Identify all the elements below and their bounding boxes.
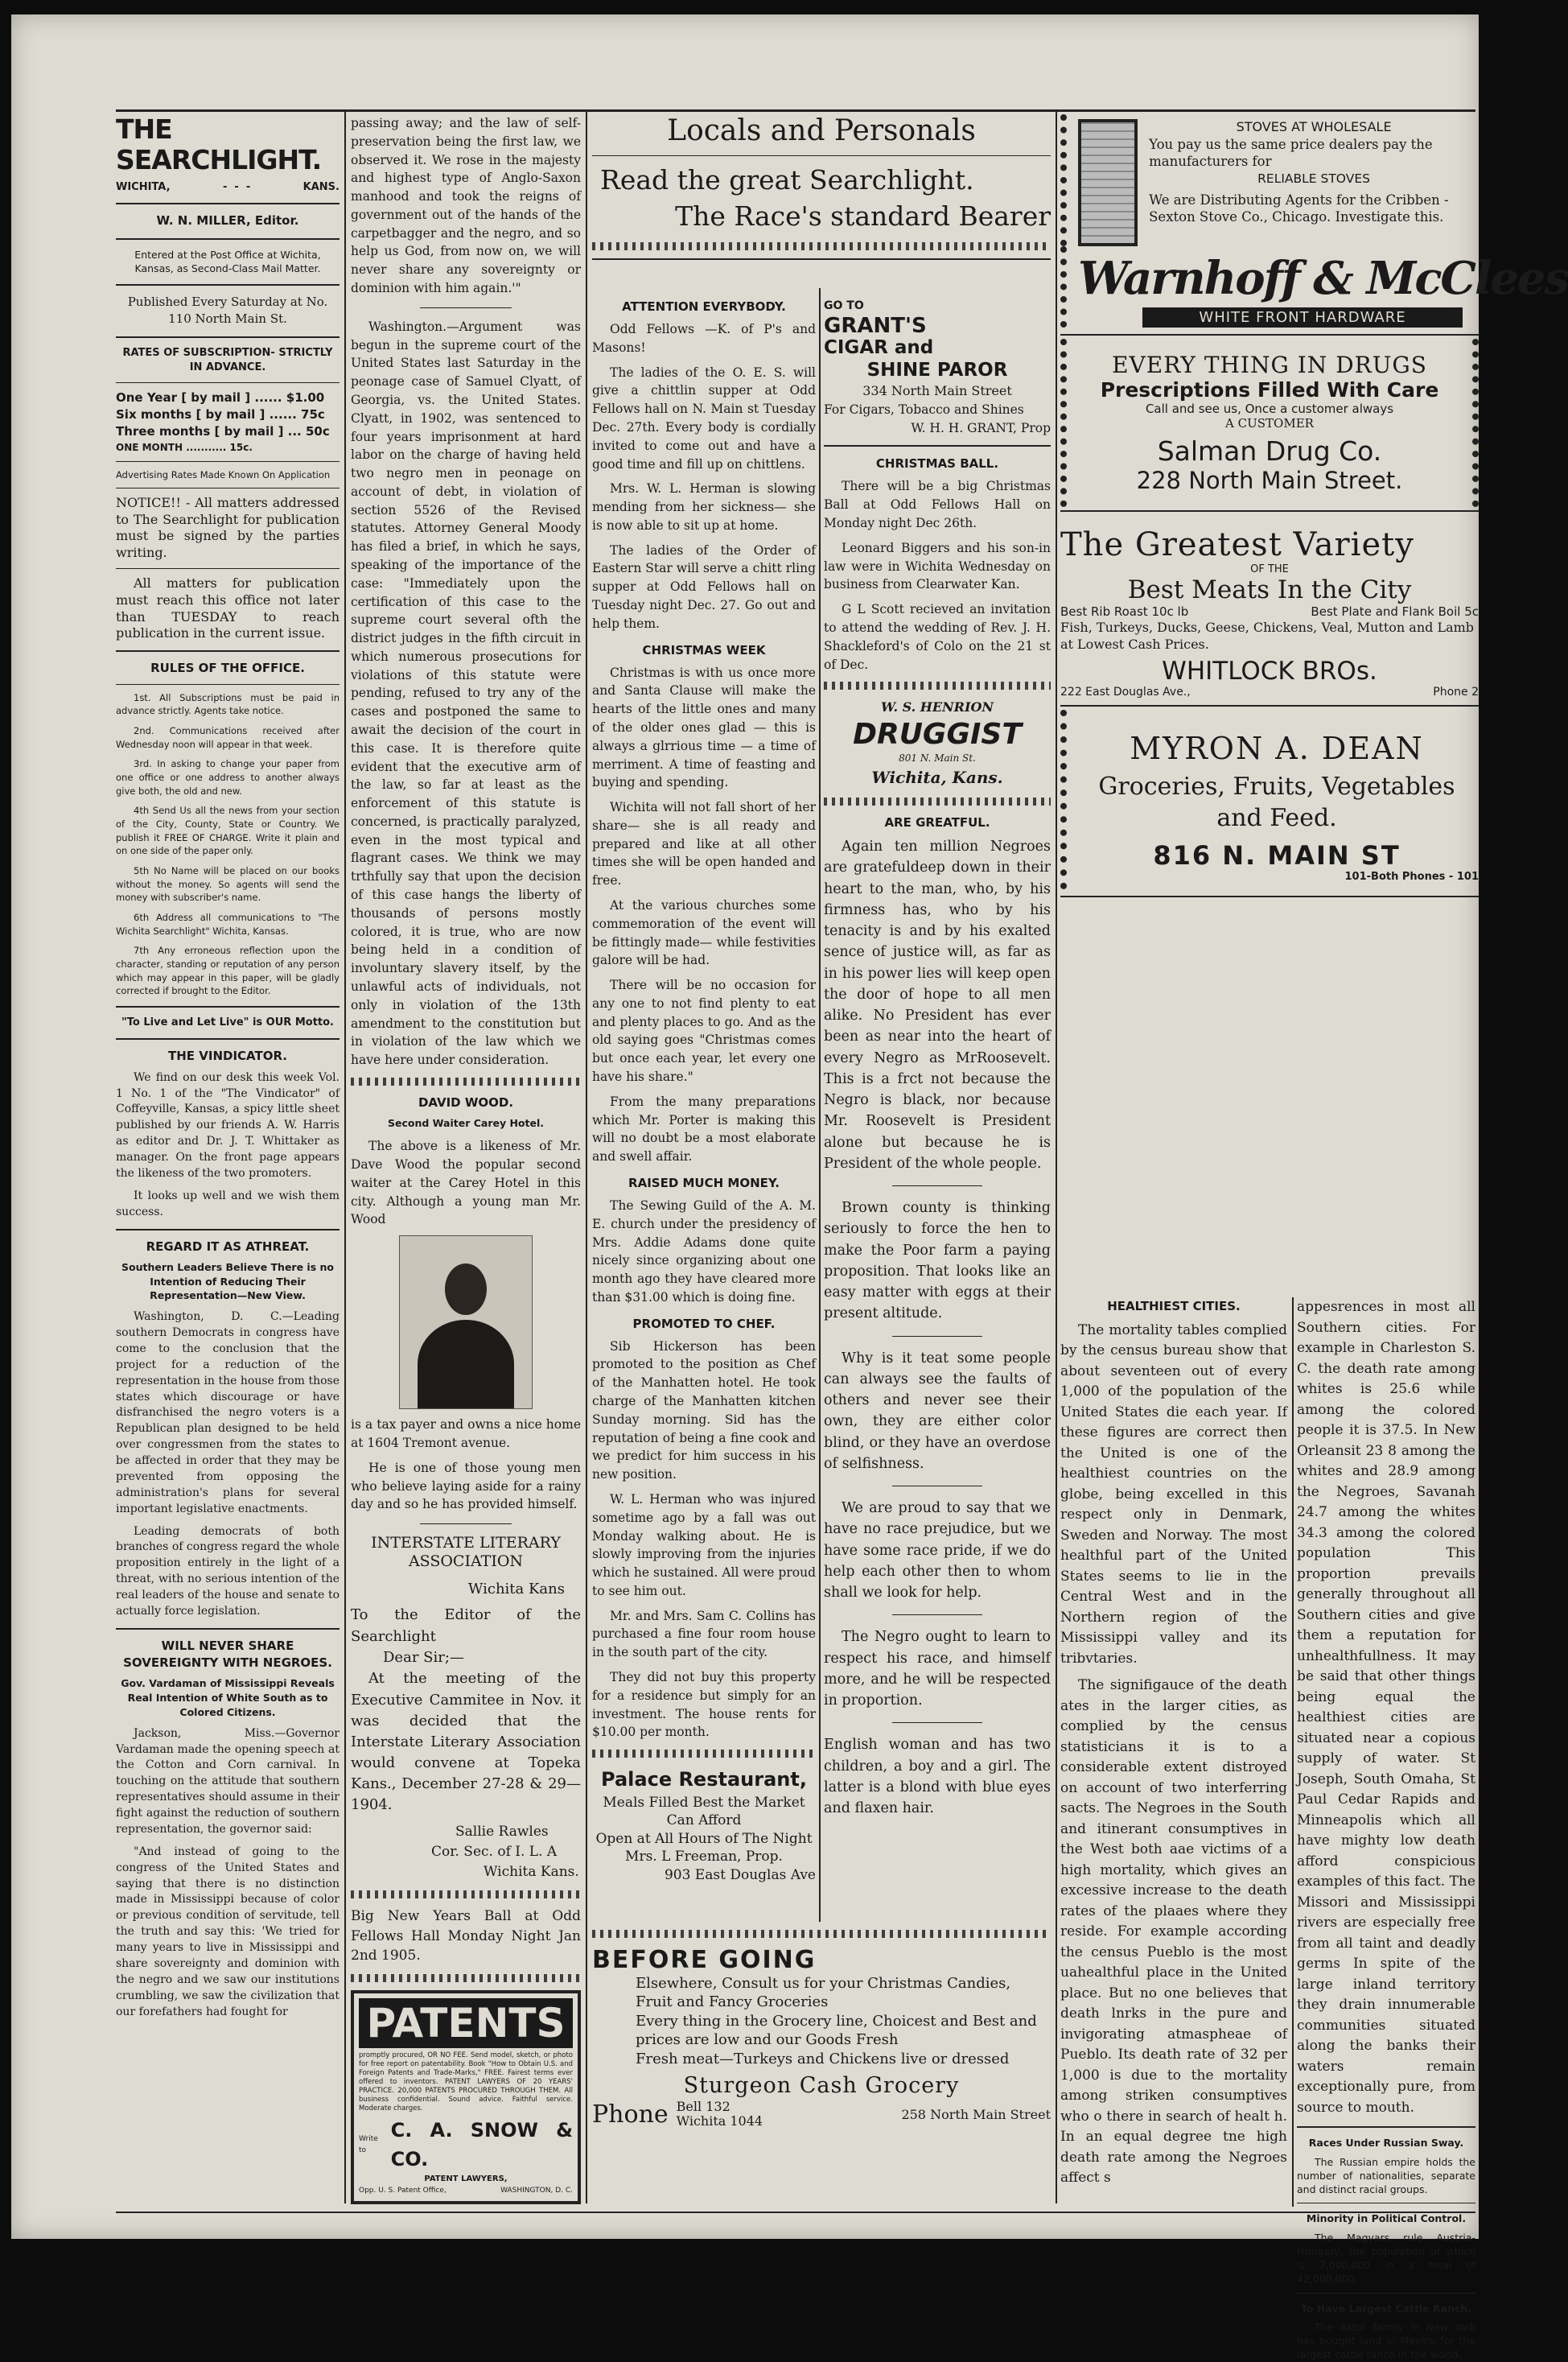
notice: NOTICE!! - All matters addressed to The Searchlight for publication must be signed by the parties writing. [116,494,340,561]
rule [892,1614,983,1615]
before-going-line: Every thing in the Grocery line, Choicest and Best and prices are low and our Goods Fresh [636,2012,1037,2049]
advertising-note: Advertising Rates Made Known On Application [116,468,331,480]
sturgeon-address: 258 North Main Street [901,2106,1051,2122]
matters: All matters for publication must reach this office not later than TUESDAY to reach publication in the current issue. [116,575,340,641]
before-going-line: Fresh meat—Turkeys and Chickens live or dressed [636,2050,1010,2067]
rate-line: Six months [ by mail ] ...... 75c [116,406,325,422]
christmas-ball-title: CHRISTMAS BALL. [875,456,999,472]
grant-name: GRANT'S [824,313,927,338]
whitlock-name: WHITLOCK BROs. [1162,656,1377,686]
dotted-rule [824,682,1051,690]
rule [892,1336,983,1337]
masthead-dots: - - - [222,180,251,193]
dean-line: and Feed. [1216,803,1337,832]
sovereignty-title: WILL NEVER SHARE SOVEREIGNTY WITH NEGROES. [123,1638,332,1671]
dean-name: MYRON A. DEAN [1130,730,1424,766]
rule-item: 1st. All Subscriptions must be paid in advance strictly. Agents take notice. [116,691,340,717]
ila-body: At the meeting of the Executive Cammitee in Nov. it was decided that the Interstate Literary Association would convene at Topeka Kans., December 27-28 & 29—1904. [351,1670,581,1814]
greatful-title: ARE GREATFUL. [884,815,990,831]
attention-para: Odd Fellows —K. of P's and Masons! [592,322,816,355]
column-1 [116,114,340,2026]
ila-sign: Wichita Kans. [484,1864,579,1881]
portrait-head [445,1263,487,1315]
sovereignty-para: "And instead of going to the congress of the United States and saying that there is no distinction made in Mississippi because of color or previous condition of servitude, tell the truth and say this: 'We tried for many years to live in Mississippi and share sovereignty and dominion with the negro and we saw our institutions crumbling, we saw the civilization that our forefathers had fought for [116,1845,340,2018]
drugs-line: EVERY THING IN DRUGS [1112,351,1427,378]
salman-address: 228 North Main Street. [1136,466,1403,494]
dotted-rule [592,242,1051,250]
salman-drug-ad [1060,339,1479,507]
patents-title: PATENTS [359,1998,573,2048]
cattle-para: The Astor family in New York has bought land in Mexico for the largest cattle ranch in the world. [1297,2321,1475,2361]
newspaper-page [11,14,1568,2361]
attention-para: The ladies of the O. E. S. will give a chittlin supper at Odd Fellows hall on N. Main st Tuesday Dec. 27th. Every body is cordially invited to come out and have a good time and fill up on chittlens. [592,365,816,472]
rule-item: 3rd. In asking to change your paper from one office or one address to another always give both, the old and new. [116,758,340,797]
patents-ad [351,1990,581,2204]
healthiest-continued: appesrences in most all Southern cities. For example in Charleston S. C. the death rate among whites is 25.6 while among the colored people it is 37.5. In New Orleansit 23 8 among the whites and 28.9 among the Negroes, Savanah 24.7 among the whites 34.3 among the colored population This proportion prevails generally throughout all Southern cities and give them a reputation for unhealthfullness. It may be said that other things being equal the healthiest cities are situated near a copious supply of water. St Joseph, South Omaha, St Paul Cedar Rapids and Minneapolis which all have mighty low death afford conspicious examples of this fact. The Missori and Mississippi rivers are especially free from all taint and deadly germs In spite of the large inland territory they drain innumerable communities situated along the banks their waters remain exceptionally pure, from source to mouth. [1297,1299,1475,2116]
meats-price: Best Rib Roast 10c lb [1060,604,1189,619]
christmas-para: Wichita will not fall short of her share— she is all ready and prepared and like at all other times she will be open handed and free. [592,800,816,888]
patents-firm: C. A. SNOW & CO. [390,2119,573,2170]
sturgeon-phone-label: Phone [592,2100,669,2129]
chef-title: PROMOTED TO CHEF. [632,1316,776,1331]
rule [116,461,340,462]
healthiest-para: The mortality tables complied by the census bureau show that about seventeen out of every 1,000 of the population of the United States die each year. If these figures are correct then the United is one of the healthiest countries on the globe, being excelled in this respect only in Denmark, Sweden and Norway. The most healthful part of the United States seems to lie in the Central West and in the Northern region of the Mississippi valley and its tribvtaries. [1060,1321,1287,1667]
portrait-figure [418,1320,514,1408]
meats-line: Best Meats In the City [1127,575,1412,604]
warnhoff-ad [1060,246,1568,328]
dean-ad [1060,710,1479,889]
threat-para: Leading democrats of both branches of congress regard the whole proposition entirely in the light of a threat, with no serious intention of the real leaders of the house and senate to actually force legislation. [116,1524,340,1618]
meats-price: Best Plate and Flank Boil 5c [1311,604,1479,619]
before-going-title: BEFORE GOING [592,1946,817,1974]
rule [116,1229,340,1230]
masthead-title: THE SEARCHLIGHT. [116,113,322,175]
sovereignty-para: Jackson, Miss.—Governor Vardaman made the opening speech at the Cotton and Corn carnival. In touching on the attitude that southern representatives should assume in their fight against the reduction of southern representation, the governor said: [116,1726,340,1836]
column-6 [1060,1297,1287,2207]
wood-title: DAVID WOOD. [418,1094,514,1110]
meats-line: Fish, Turkeys, Ducks, Geese, Chickens, Veal, Mutton and Lamb at Lowest Cash Prices. [1060,619,1475,653]
david-wood-portrait [399,1235,533,1409]
palace-title: Palace Restaurant, [601,1768,807,1791]
new-years-ball: Big New Years Ball at Odd Fellows Hall Monday Night Jan 2nd 1905. [351,1908,581,1964]
masthead-state: KANS. [302,180,340,193]
before-going-ad [592,1930,1051,2163]
meats-line: The Greatest Variety [1060,526,1414,563]
sovereignty-subtitle: Gov. Vardaman of Mississippi Reveals Real Intention of White South as to Colored Citizens. [121,1677,335,1718]
wood-subtitle: Second Waiter Carey Hotel. [388,1116,544,1129]
rule [420,1523,512,1524]
column-divider [1056,111,1057,2203]
sturgeon-wichita: Wichita 1044 [676,2113,763,2129]
masthead-editor: W. N. MILLER, Editor. [156,213,299,229]
rule [116,568,340,569]
motto: "To Live and Let Live" is OUR Motto. [121,1016,334,1028]
sovereignty-continued: passing away; and the law of self-preservation being the first law, we observed it. We rose in the majesty and highest type of Anglo-Saxon manhood and took the reigns of government out of the hands of the carpetbagger and the negro, and so help us God, from now on, we will never share any sovereignty or dominion with him again.'" [351,116,581,296]
proud-para: We are proud to say that we have no race prejudice, but we have some race pride, if we do help each other then to whom shall we look for help. [824,1500,1051,1601]
rule [1297,2126,1475,2128]
drugs-line: Call and see us, Once a customer always [1145,401,1394,416]
rule [116,382,340,383]
dotted-rule [824,798,1051,806]
palace-line: Meals Filled Best the Market Can Afford [603,1795,805,1829]
stoves-line: RELIABLE STOVES [1257,171,1370,186]
grant-address: 334 North Main Street [862,383,1012,399]
masthead-city: WICHITA, [116,180,171,193]
patents-opp: Opp. U. S. Patent Office, [359,2186,447,2195]
rule [892,1722,983,1723]
healthiest-title: HEALTHIEST CITIES. [1107,1299,1241,1313]
christmas-para: There will be no occasion for any one to not find plenty to eat and plenty places to go. And as the old saying goes "Christmas comes but once each year, let every one have his share." [592,978,816,1084]
collins-para: They did not buy this property for a residence but simply for an investment. The house rents for $10.00 per month. [592,1669,816,1740]
rule [116,1038,340,1040]
rule [1297,2293,1475,2294]
salman-name: Salman Drug Co. [1157,435,1382,467]
column-divider [1292,1297,1294,2207]
henrion-address: 801 N. Main St. [899,752,976,764]
locals-tagline-1: Read the great Searchlight. [600,164,974,196]
column-2 [351,114,581,2204]
ila-to: To the Editor of the Searchlight [351,1606,581,1645]
rule-item: 4th Send Us all the news from your section of the City, County, State or Country. We publish it FREE OF CHARGE. Write it plain and on one side of the paper only. [116,805,340,857]
wood-para: is a tax payer and owns a nice home at 1604 Tremont avenue. [351,1417,581,1450]
column-divider [344,111,346,2203]
stoves-line: You pay us the same price dealers pay the manufacturers for [1149,136,1433,170]
palace-line: Open at All Hours of The Night [595,1830,813,1847]
rules-title: RULES OF THE OFFICE. [150,661,305,676]
dean-line: Groceries, Fruits, Vegetables [1098,772,1455,801]
attention-title: ATTENTION EVERYBODY. [622,299,786,314]
henrion-name: W. S. HENRION [880,699,994,715]
rate-line: Three months [ by mail ] ... 50c [116,424,330,439]
grant-line: CIGAR and [824,337,934,359]
chef-para: Sib Hickerson has been promoted to the position as Chef of the Manhatten hotel. He took charge of the Manhatten kitchen Sunday morning. Sid has the reputation of being a fine cook and we predict for him success in his new position. [592,1338,816,1482]
grant-line: SHINE PAROR [866,359,1008,381]
stoves-text [1149,119,1479,226]
locals-header [592,113,1051,268]
patents-city: WASHINGTON, D. C. [500,2186,573,2195]
rules-list [116,691,340,998]
eastern-star-para: The ladies of the Order of Eastern Star will serve a chitt rling supper at Odd Fellows hall on Tuesday night Dec. 27. Go out and help them. [592,542,816,631]
rule [1060,705,1479,707]
sturgeon-bell: Bell 132 [676,2098,730,2114]
palace-line: Mrs. L Freeman, Prop. [625,1848,783,1865]
stoves-ad [1060,114,1479,246]
ads-column [1060,114,1568,897]
scott-para: G L Scott recieved an invitation to attend the wedding of Rev. J. H. Shackleford's of Colo on the 21 st of Dec. [824,602,1051,672]
christmas-para: From the many preparations which Mr. Porter is making this will no doubt be a most elaborate and swell affair. [592,1094,816,1165]
palace-line: 903 East Douglas Ave [664,1866,816,1883]
russian-title: Races Under Russian Sway. [1308,2137,1464,2149]
english-para: English woman and has two children, a boy and a girl. The latter is a blond with blue eyes and flaxen hair. [824,1737,1051,1817]
dotted-rule [351,1890,581,1898]
money-para: The Sewing Guild of the A. M. E. church under the presidency of Mrs. Addie Adams done quite nicely since organizing about one month ago they have cleared more than $31.00 which is doing fine. [592,1197,816,1305]
locals-title: Locals and Personals [667,114,976,147]
rule [116,1006,340,1008]
vindicator-para: We find on our desk this week Vol. 1 No. 1 of the "The Vindicator" of Coffeyville, Kansas, a spicy little sheet published by our friends A. W. Harris as editor and Dr. J. T. Whittaker as manager. On the front page appears the likeness of the two promoters. [116,1070,340,1180]
bottom-rule [116,2212,1475,2213]
rule [592,258,1051,260]
stoves-line: STOVES AT WHOLESALE [1236,119,1392,134]
before-going-line: Elsewhere, Consult us for your Christmas Candies, Fruit and Fancy Groceries [636,1975,1011,2011]
ila-title: INTERSTATE LITERARY ASSOCIATION [371,1534,561,1570]
ila-sign: Cor. Sec. of I. L. A [431,1844,558,1861]
grant-for: For Cigars, Tobacco and Shines [824,402,1024,417]
negro-respect-para: The Negro ought to learn to respect his race, and himself more, and he will be respected in proportion. [824,1629,1051,1709]
whitlock-ad [1060,515,1479,702]
henrion-ad [824,698,1051,789]
locals-tagline-2: The Race's standard Bearer [675,200,1051,232]
rates-title: RATES OF SUBSCRIPTION- STRICTLY IN ADVANCE. [122,346,333,374]
patents-text: promptly procured, OR NO FEE. Send model, sketch, or photo for free report on patentability. Book "How to Obtain U.S. and Foreign Patents and Trade-Marks," FREE. Fairest terms ever offered to inventors. PATENT LAWYERS OF 20 YEARS' PRACTICE. 20,000 PATENTS PROCURED THROUGH THEM. All business confidential. Sound advice. Faithful service. Moderate charges. [359,2051,573,2113]
sturgeon-phones [677,2100,763,2129]
rule [116,650,340,652]
grant-ad [824,298,1051,437]
dotted-rule [592,1930,1051,1938]
whitlock-contact [1060,686,1479,699]
healthiest-para: The signifigauce of the death ates in the larger cities, as complied by the census statisticians it is to a considerable extent distroyed on account of two interferring sacts. The Negroes in the South and itinerant consumptives in the West both aae victims of a high mortality, which gives an excessive increase to the death rates of the plaaes where they reside. For example according the census Pueblo is the most uahealthful place in the United place. But no one believes that death lnrks in the pure and invigorating atmaspheae of Pueblo. Its death rate of 32 per 1,000 is due to the mortality among striken consumptives who o there in search of healt h. In an equal degree tne high death rate among the Negroes affect s [1060,1677,1287,2186]
whitlock-phone: Phone 2 [1433,685,1479,699]
threat-title: REGARD IT AS ATHREAT. [146,1239,310,1254]
rule [116,238,340,240]
dean-address: 816 N. MAIN ST [1153,839,1401,871]
dotted-rule [351,1078,581,1086]
ila-place: Wichita Kans [467,1580,565,1597]
dotted-rule [592,1750,816,1758]
brown-county-para: Brown county is thinking seriously to force the hen to make the Poor farm a paying proposition. That looks like an easy matter with eggs at their present altitude. [824,1200,1051,1322]
biggers-para: Leonard Biggers and his son-in law were in Wichita Wednesday on business from Clearwater Kan. [824,540,1051,592]
rule [116,684,340,685]
christmas-para: Christmas is with us once more and Santa Clause will make the hearts of the little ones and many of the older ones glad — this is always a glrrious time — a time of merriment. A time of feasting and buying and spending. [592,665,816,790]
patents-lawyers: PATENT LAWYERS, [424,2174,508,2183]
rule [116,203,340,204]
russian-para: The Russian empire holds the number of nationalities, separate and distinct racial groups. [1297,2155,1475,2195]
patents-address [359,2186,573,2196]
grant-goto: GO TO [824,299,864,312]
dotted-rule [351,1974,581,1982]
henrion-trade: DRUGGIST [853,717,1022,751]
vindicator-para: It looks up well and we wish them success. [116,1189,340,1218]
henrion-city: Wichita, Kans. [871,767,1003,787]
rate-line: One Year [ by mail ] ...... $1.00 [116,390,325,405]
rate-line: ONE MONTH ........... 15c. [116,441,253,453]
minority-para: The Magyars rule Austria-Hungary, the population of which is 7,000,000 in a total of 42,000,000. [1297,2232,1475,2285]
collins-para: Mr. and Mrs. Sam C. Collins has purchased a fine four room house in the south part of the city. [592,1608,816,1660]
rule [892,1185,983,1186]
meats-prices [1060,604,1479,619]
dean-phones: 101-Both Phones - 101 [1344,870,1479,883]
grant-prop: W. H. H. GRANT, Prop [911,420,1051,435]
threat-subtitle: Southern Leaders Believe There is no Intention of Reducing Their Representation—New View. [121,1260,334,1302]
injured-para: W. L. Herman who was injured sometime ago by a fall was out Monday walking about. He is slowly improving from the injuries which he sustained. All were proud to see him out. [592,1491,816,1598]
rule-item: 6th Address all communications to "The Wichita Searchlight" Wichita, Kansas. [116,911,340,937]
rule [592,155,1051,156]
vindicator-title: THE VINDICATOR. [168,1049,287,1064]
rule [116,336,340,338]
sturgeon-name: Sturgeon Cash Grocery [683,2072,960,2098]
drugs-line: Prescriptions Filled With Care [1100,377,1439,402]
ila-dear: Dear Sir;— [383,1649,464,1667]
rule [116,1628,340,1630]
column-3 [592,298,816,1923]
money-title: RAISED MUCH MONEY. [628,1175,780,1190]
christmas-ball-para: There will be a big Christmas Ball at Odd Fellows Hall on Monday night Dec 26th. [824,479,1051,531]
masthead-published: Published Every Saturday at No. 110 North Main St. [127,295,328,327]
stoves-line: We are Distributing Agents for the Cribben - Sexton Stove Co., Chicago. Investigate this. [1149,192,1449,225]
herman-para: Mrs. W. L. Herman is slowing mending from her sickness— she is now able to sit up at home. [592,481,816,533]
rule [824,445,1051,447]
minority-title: Minority in Political Control. [1306,2212,1467,2225]
top-rule [116,109,1475,112]
rule [1060,510,1479,512]
rule-item: 2nd. Communications received after Wednesday noon will appear in that week. [116,724,340,750]
peonage-para: Washington.—Argument was begun in the supreme court of the United States last Saturday in the peonage case of Samuel Clyatt, of Georgia, vs. the United States. Clyatt, in 1902, was sentenced to four years imprisonment at hard labor on the charge of having held two negro men in peonage on account of debt, in violation of section 5526 of the Revised statutes. Attorney General Moody has filed a brief, in which he says, speaking of the importance of the case: "Immediately upon the certification of this case to the supreme court several ofth the district judges in the fifth circuit in which numerous prosecutions for violations of this statute were pending, refused to try any of the cases and postponed the same to await the decision of the court in this case. It is therefore quite evident that the executive arm of the law, so far at least as the enforcement of this statute is concerned, is practically paralyzed, even in the most typical and flagrant cases. We think we may trthfully say that upon the decision of this case hangs the liberty of thousands of persons mostly colored, it is true, who are now being held in a condition of involuntary slavery itself, by the unlawful acts of individuals, not only in violation of the 13th amendment to the constitution but in violation of the law which we have here under consideration. [351,319,581,1068]
masthead-dateline [116,180,340,195]
meats-line: OF THE [1250,563,1289,575]
wood-para: The above is a likeness of Mr. Dave Wood the popular second waiter at the Carey Hotel in this city. Although a young man Mr. Wood [351,1139,581,1227]
patents-firm-row [359,2117,573,2174]
patents-write: Write to [359,2135,378,2154]
cattle-title: To Have Largest Cattle Ranch. [1300,2302,1472,2315]
column-7 [1297,1297,1475,2361]
warnhoff-name: Warnhoff & McClees [1078,252,1568,305]
wood-para: He is one of those young men who believe laying aside for a rainy day and so he has provided himself. [351,1460,581,1512]
rule [1060,896,1479,897]
warnhoff-tagline: WHITE FRONT HARDWARE [1142,307,1463,328]
rule [420,307,512,308]
sturgeon-contact [592,2100,1051,2129]
ila-sign: Sallie Rawles [455,1824,549,1841]
drugs-line: A CUSTOMER [1225,415,1314,431]
christmas-week-title: CHRISTMAS WEEK [642,642,766,657]
whitlock-address: 222 East Douglas Ave., [1060,685,1191,699]
rule-item: 7th Any erroneous reflection upon the character, standing or reputation of any person which may appear in this paper, will be gladly corrected if brought to the Editor. [116,945,340,997]
threat-para: Washington, D. C.—Leading southern Democrats in congress have come to the conclusion that the project for a reduction of the representation in the house from those states which discourage or have disfranchised the negro voters is a Republican plan designed to be held over congressmen from the states to be affected in order that they may be prevented from opposing the administration's plans for several important legislative enactments. [116,1310,340,1515]
greatful-para: Again ten million Negroes are gratefuldeep down in their heart to the man, who, by his firmness has, who by his tenacity is and by his exalted sence of justice will, as far as in his power lies will keep open the door of hope to all men alike. No President has ever been as near into the heart of every Negro as MrRoosevelt. This is a frct not because the Negro is black, nor because Mr. Roosevelt is President alone but because he is President of the whole people. [824,839,1051,1172]
rule [116,284,340,286]
rule-item: 5th No Name will be placed on our books without the money. So agents will send the money with subscriber's name. [116,864,340,904]
column-divider [586,111,587,2203]
stove-illustration [1078,119,1138,246]
column-4 [824,298,1051,1923]
why-para: Why is it teat some people can always see the faults of others and never see their own, they are either color blind, or they have an overdose of selfishness. [824,1350,1051,1472]
christmas-para: At the various churches some commemoration of the event will be fittingly made— while festivities galore will be had. [592,897,816,968]
column-divider [819,288,821,1922]
rule [1060,334,1479,336]
masthead-entered: Entered at the Post Office at Wichita, Kansas, as Second-Class Mail Matter. [134,248,321,275]
